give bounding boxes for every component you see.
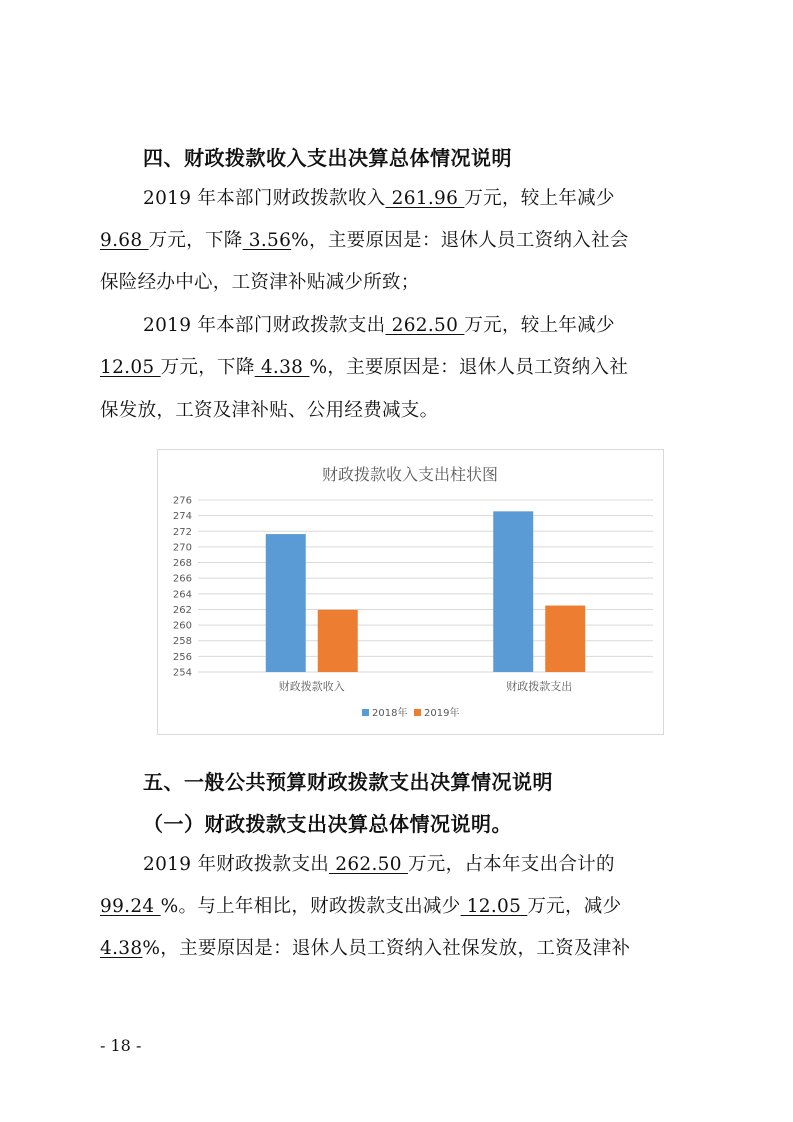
value-income-2019: 261.96 <box>385 188 465 209</box>
text: 2019 年财政拨款支出 <box>143 854 330 875</box>
page-number: - 18 - <box>100 1036 142 1055</box>
text: 2019 年本部门财政拨款收入 <box>143 188 386 209</box>
value-expense-2019: 262.50 <box>329 854 408 875</box>
value-share: 99.24 <box>100 896 161 917</box>
text: 2019 年本部门财政拨款支出 <box>143 315 386 336</box>
value-expense-rate: 4.38 <box>254 357 310 378</box>
y-tick-label: 268 <box>172 558 192 570</box>
paragraph-line <box>100 396 438 422</box>
paragraph-line <box>143 184 615 210</box>
chart-container <box>157 449 664 735</box>
value-income-rate: 3.56 <box>242 230 292 251</box>
y-tick-label: 276 <box>172 495 192 507</box>
text: %。与上年相比，财政拨款支出减少 <box>160 896 461 917</box>
text: 万元，较上年减少 <box>464 315 615 336</box>
section5-heading: 五、一般公共预算财政拨款支出决算情况说明 <box>143 770 553 794</box>
x-tick-label: 财政拨款收入 <box>278 680 345 693</box>
text: 保险经办中心，工资津补贴减少所致； <box>100 272 420 293</box>
y-tick-label: 258 <box>172 636 192 648</box>
text: 万元，下降 <box>160 357 255 378</box>
text: %，主要原因是：退休人员工资纳入社会 <box>291 230 629 251</box>
bar-2018年 <box>266 534 306 672</box>
text: 万元，占本年支出合计的 <box>407 854 615 875</box>
text: 万元，下降 <box>148 230 243 251</box>
text: 万元，减少 <box>527 896 622 917</box>
text: %，主要原因是：退休人员工资纳入社 <box>309 357 629 378</box>
section5-subheading: （一）财政拨款支出决算总体情况说明。 <box>143 812 512 836</box>
legend-swatch <box>414 709 421 716</box>
y-tick-label: 274 <box>172 511 192 523</box>
y-tick-label: 262 <box>172 604 192 616</box>
y-tick-label: 260 <box>172 620 192 632</box>
chart-title: 财政拨款收入支出柱状图 <box>321 465 499 484</box>
x-tick-label: 财政拨款支出 <box>506 680 573 693</box>
bar-chart <box>158 450 663 734</box>
y-tick-label: 256 <box>172 651 192 663</box>
bar-2019年 <box>545 606 585 672</box>
paragraph-line <box>100 892 621 918</box>
y-tick-label: 270 <box>172 542 192 554</box>
bar-2019年 <box>318 610 358 672</box>
value-income-decrease: 9.68 <box>100 230 149 251</box>
section4-heading: 四、财政拨款收入支出决算总体情况说明 <box>143 146 512 170</box>
value-expense-decrease: 12.05 <box>100 357 161 378</box>
text: %，主要原因是：退休人员工资纳入社保发放，工资及津补 <box>142 938 631 959</box>
value-expense-2019: 262.50 <box>385 315 465 336</box>
paragraph-line <box>100 934 630 960</box>
text: 保发放，工资及津补贴、公用经费减支。 <box>100 400 439 421</box>
y-tick-label: 272 <box>172 526 192 538</box>
legend-swatch <box>362 709 369 716</box>
value-decrease: 12.05 <box>460 896 528 917</box>
legend-label: 2018年 <box>372 708 408 719</box>
y-tick-label: 264 <box>172 589 192 601</box>
text: 万元，较上年减少 <box>464 188 615 209</box>
paragraph-line <box>143 311 615 337</box>
paragraph-line <box>100 353 628 379</box>
paragraph-line <box>100 268 420 294</box>
value-rate: 4.38 <box>100 938 143 959</box>
y-tick-label: 266 <box>172 573 192 585</box>
legend-label: 2019年 <box>424 708 460 719</box>
paragraph-line <box>100 226 629 252</box>
y-tick-label: 254 <box>172 667 192 679</box>
paragraph-line <box>143 850 615 876</box>
bar-2018年 <box>493 511 533 672</box>
